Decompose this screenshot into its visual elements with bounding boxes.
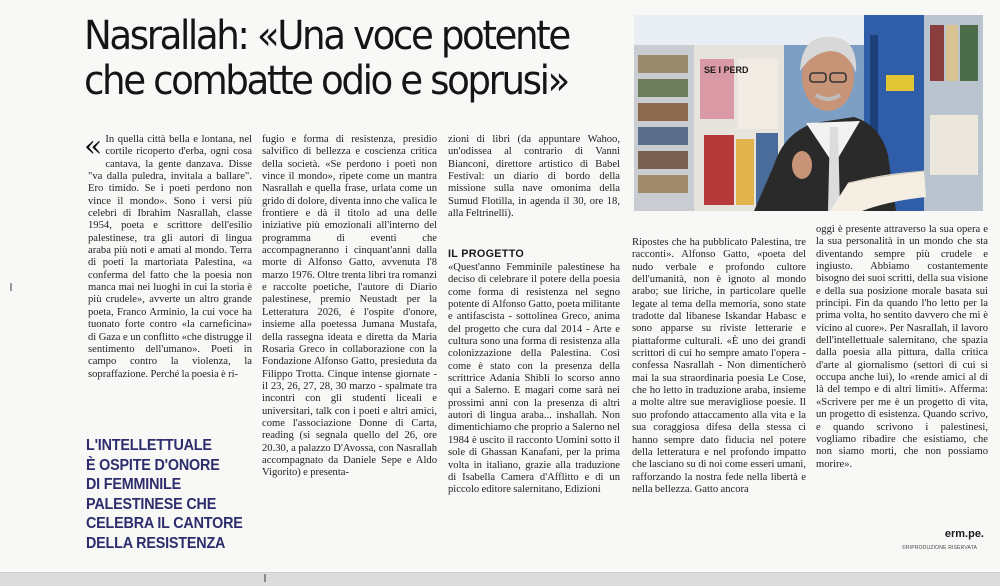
pull-quote-line: L'INTELLETTUALE <box>86 437 212 454</box>
pull-quote-line: È OSPITE D'ONORE <box>86 456 220 474</box>
column-2-text: fugio e forma di resistenza, presidio salvifico di bellezza e coscienza critica della società. «Se perdono i poeti non vince il mondo», ripete come un mantra Nasrallah e quella frase, urlata come un grido di dolore, diventa inno che valica le frontiere e dà il titolo ad una delle iniziative più emozionali all'interno del programma di eventi che accompagneranno i cinquant'anni dalla morte di Alfonso Gatto, avvenuta l'8 marzo 1976. Oltre trenta libri tra romanzi e raccolte poetiche, l'autore di Diario palestinese, premio Neustadt per la Letteratura 2026, è l'ospite d'onore, insieme alla poetessa Jumana Mustafa, della rassegna ideata e diretta da Maria Rosaria Greco in collaborazione con la Fondazione Alfonso Gatto, presieduta da Filippo Trotta. Cinque intense giornate - il 23, 26, 27, 28, 30 marzo - spalmate tra incontri con gli studenti liceali e universitari, talk con i poeti e altri amici, come l'associazione Donne di Carta, reading (si segnala quello del 26, ore 20.30, a palazzo D'Avossa, con Nasrallah accompagnato da Daniele Sepe e Aldo Vigorito) e presenta- <box>262 134 437 479</box>
author-photo <box>634 15 983 211</box>
column-5-text: oggi è presente attraverso la sua opera e la sua personalità in un mondo che sta diventando sempre più crudele e ingiusto. Abbiamo costantemente bisogno dei suoi scritti, della sua visione e della sua posizione morale basata sui principi. Fin da quando l'ho letto per la prima volta, ho sentito davvero che mi è vicino al cuore». Per Nasrallah, il lavoro dell'intellettuale salernitano, che spazia dalla poesia alla pittura, dalla critica d'arte al giornalismo (settori di cui si occupa anche lui), lo «rende amici al di là del tempo e di altri limiti». Afferma: «Scrivere per me è un progetto di vita, un progetto di esistenza. Quando scrivo, e quando scrivono i palestinesi, vogliamo ribadire che esistiamo, che non siamo morti, che non possiamo morire». <box>816 224 988 470</box>
bottom-margin-mark <box>264 574 266 582</box>
article-column-5 <box>816 224 988 471</box>
photo-sign-text: SE I PERD <box>704 65 749 75</box>
column-4-text: Ripostes che ha pubblicato Palestina, tre racconti». Alfonso Gatto, «poeta del nudo verbale e profondo cultore dell'umanità, non è ignoto al mondo arabo; sue liriche, in particolare quelle legate al tema della memoria, sono state tradotte dal libanese Iskandar Habasc e sono apparse su riviste letterarie e piattaforme culturali. «È uno dei grandi scrittori di cui ho sempre amato l'opera - confessa Nasrallah - Non dimenticherò mai la sua straordinaria poesia Le Cose, che ho letto in traduzione araba, insieme a molte altre sue meravigliose poesie. Il suo profondo attaccamento alla vita e la sua coraggiosa difesa della stessa ci hanno sempre dato fiducia nel potere della letteratura e nel profondo impatto che lasciano su di noi come esseri umani, rafforzando la nostra fede nella libertà e nella bellezza. Gatto ancora <box>632 237 806 495</box>
headline-line-2: che combatte odio e soprusi» <box>84 58 568 104</box>
section-subhead: IL PROGETTO <box>448 248 525 260</box>
copyright-notice: ©RIPRODUZIONE RISERVATA <box>902 545 978 551</box>
scan-bottom-edge <box>0 572 1000 586</box>
author-signature: erm.pe. <box>944 528 984 540</box>
opening-quote-mark: « <box>84 129 103 164</box>
author-photo-illustration <box>634 15 983 211</box>
pull-quote <box>86 436 242 554</box>
pull-quote-line: DI FEMMINILE <box>86 476 182 494</box>
article-headline <box>84 14 586 104</box>
article-column-3 <box>448 134 620 220</box>
column-3-text-after-subhead: «Quest'anno Femminile palestinese ha deciso di celebrare il potere della poesia come forma di resistenza nel segno potente di Alfonso Gatto, poeta militante e antifascista - sottolinea Greco, anima del progetto che cura dal 2014 - Arte e cultura sono una forma di resistenza alla colonizzazione della Palestina. Così come è stato con la presenza della scrittrice Adania Shibli lo scorso anno qui a Salerno. E magari come sarà nei prossimi anni con la presenza di altri autori di lingua araba... inshallah. Non dimentichiamo che proprio a Salerno nel 1984 è uscito il racconto Uomini sotto il sole di Ghassan Kanafani, per la prima volta in italiano, grazie alla traduzione di Isabella Camera d'Afflitto e di un piccolo editore salernitano, Edizioni <box>448 262 620 496</box>
pull-quote-line: DELLA RESISTENZA <box>86 534 226 552</box>
column-1-text: In quella città bella e lontana, nel cortile ricoperto d'erba, ogni cosa cantava, la gente danzava. Disse "va dalla puledra, invitala a ballare". Ero timido. Se i poeti perdono non vince il mondo». Sono i versi più celebri di Ibrahim Nasrallah, classe 1954, poeta e scrittore dell'esilio palestinese, tra gli autori di lingua araba più noti e amati al mondo. Terra di poeti la martoriata Palestina, «a conferma del fatto che la poesia non manca mai nei luoghi in cui la storia è più crudele», avverte un altro grande poeta, Franco Arminio, la cui voce ha tuonato forte contro «la carneficina» di Gaza e un conflitto «che distrugge il sentimento dell'umano». Poeti in campo contro la violenza, la sopraffazione. Perché la poesia è ri- <box>88 134 252 380</box>
headline-line-1: Nasrallah: «Una voce potente <box>84 13 569 59</box>
column-3-text: zioni di libri (da appuntare Wahoo, un'odissea al contrario di Vanni Bianconi, direttore artistico di Babel Festival: un diario di bordo della missione sulla nave omonima della Sumud Flotilla, in agenda il 30, ore 18, alla Feltrinelli). <box>448 134 620 220</box>
article-column-4 <box>632 237 806 496</box>
margin-mark <box>10 283 12 291</box>
article-column-1 <box>84 129 252 381</box>
pull-quote-line: PALESTINESE CHE <box>86 495 217 513</box>
article-column-3-continued <box>448 262 620 497</box>
article-column-2 <box>262 134 437 480</box>
pull-quote-line: CELEBRA IL CANTORE <box>86 515 243 533</box>
